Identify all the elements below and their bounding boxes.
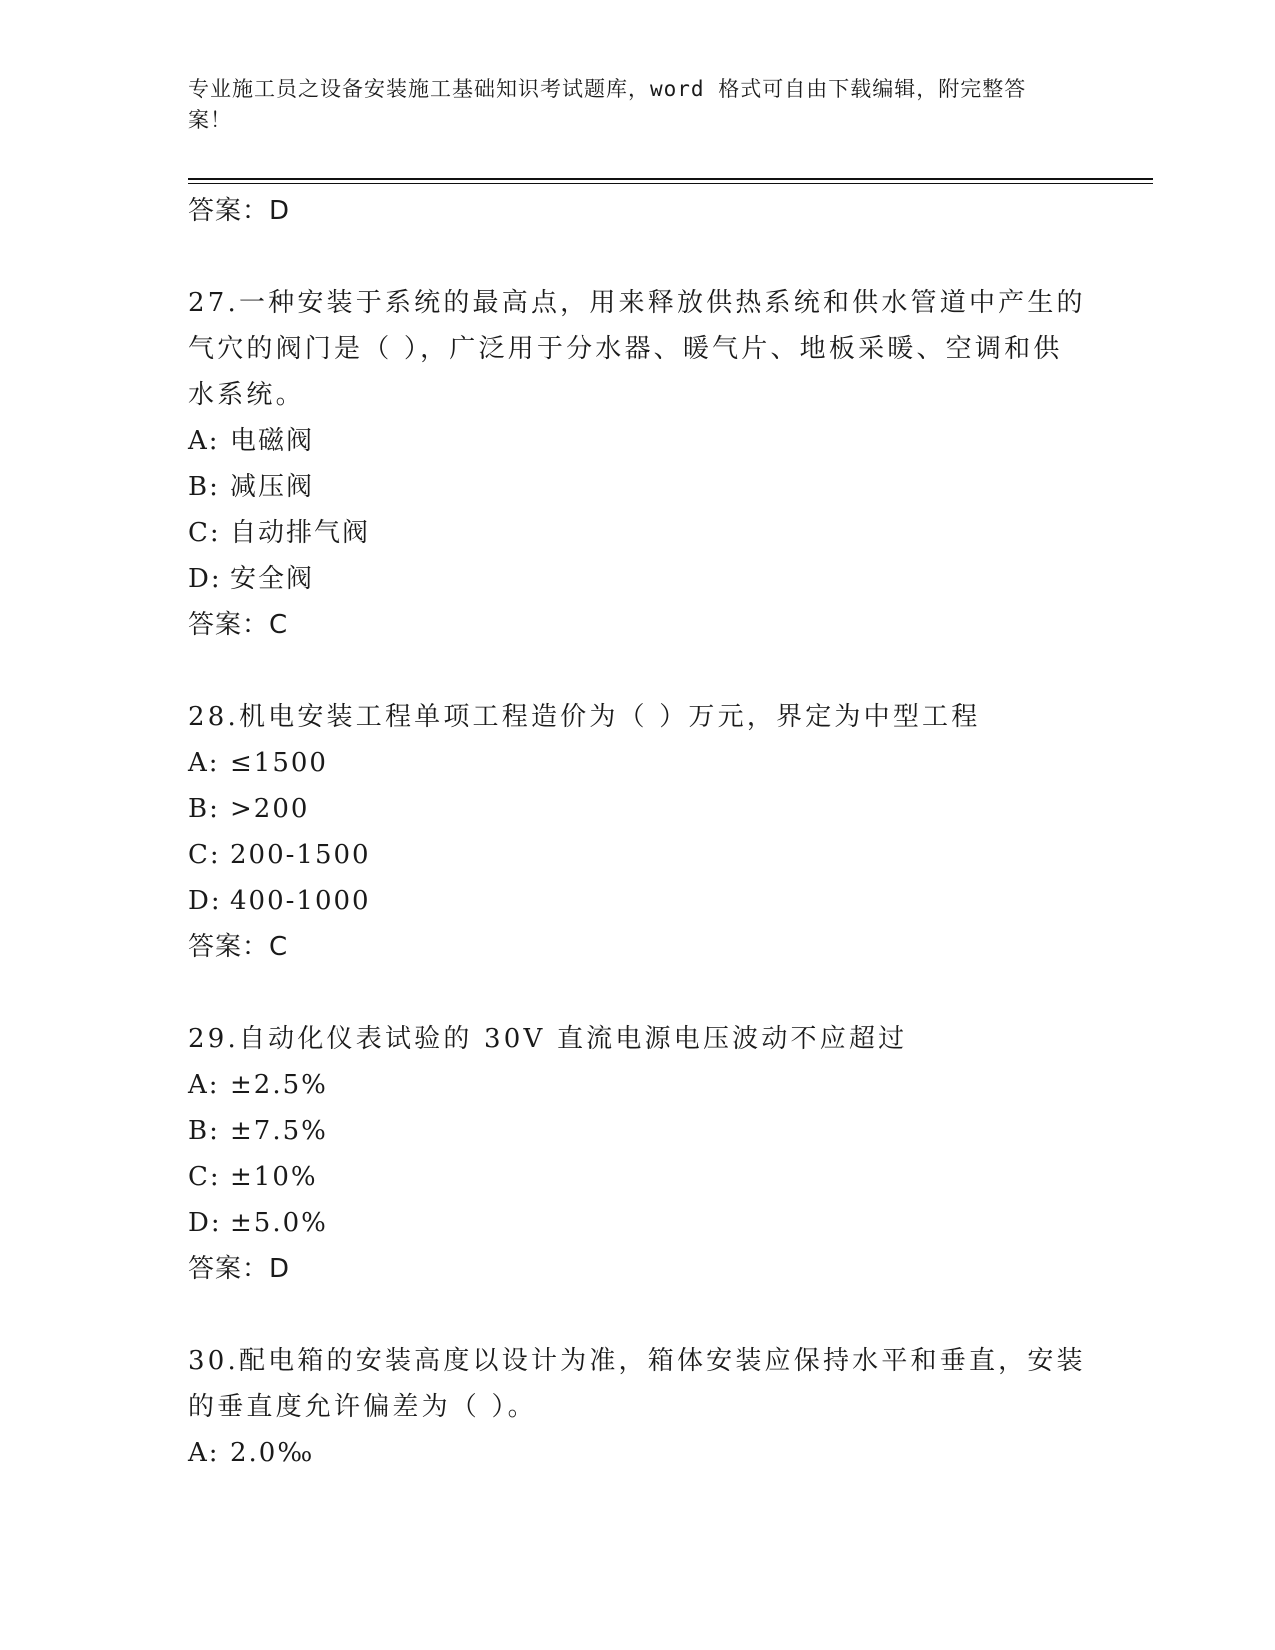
option-letter: D: xyxy=(188,564,222,594)
option-letter: B: xyxy=(188,472,220,502)
option-letter: A: xyxy=(188,1438,220,1468)
answer-line: 答案：C xyxy=(188,610,289,640)
option-letter: C: xyxy=(188,1162,221,1192)
option-text: ≤1500 xyxy=(230,748,328,778)
option-text: ±10% xyxy=(230,1162,318,1192)
document-header: 专业施工员之设备安装施工基础知识考试题库，word 格式可自由下载编辑，附完整答案！ xyxy=(188,77,1027,132)
option-text: >200 xyxy=(230,794,310,824)
option-text: 自动排气阀 xyxy=(230,518,371,548)
option-text: ±2.5% xyxy=(230,1070,328,1100)
option xyxy=(188,878,1088,924)
option-letter: B: xyxy=(188,1116,220,1146)
option-letter: D: xyxy=(188,886,222,916)
option xyxy=(188,786,1088,832)
option xyxy=(188,464,1088,510)
option-text: ±5.0% xyxy=(230,1208,328,1238)
option xyxy=(188,556,1088,602)
question-text: 30.配电箱的安装高度以设计为准，箱体安装应保持水平和垂直，安装的垂直度允许偏差为（ ）。 xyxy=(188,1346,1086,1422)
option xyxy=(188,1154,1088,1200)
option-letter: A: xyxy=(188,748,220,778)
option-text: ±7.5% xyxy=(230,1116,328,1146)
answer-line: 答案：D xyxy=(188,196,291,226)
option xyxy=(188,1062,1088,1108)
option-letter: C: xyxy=(188,518,221,548)
option-text: 电磁阀 xyxy=(230,426,315,456)
option-letter: A: xyxy=(188,1070,220,1100)
question-text: 28.机电安装工程单项工程造价为（ ）万元，界定为中型工程 xyxy=(188,702,981,732)
answer-line: 答案：C xyxy=(188,932,289,962)
option-letter: D: xyxy=(188,1208,222,1238)
option-text: 2.0‰ xyxy=(230,1438,315,1468)
option xyxy=(188,740,1088,786)
option-text: 400-1000 xyxy=(230,886,371,916)
option xyxy=(188,1108,1088,1154)
option-text: 减压阀 xyxy=(230,472,315,502)
option-letter: C: xyxy=(188,840,221,870)
option xyxy=(188,1430,1088,1476)
option xyxy=(188,418,1088,464)
header-divider xyxy=(188,178,1153,180)
header-divider-thin xyxy=(188,183,1153,184)
option-text: 200-1500 xyxy=(230,840,371,870)
option-letter: A: xyxy=(188,426,220,456)
question-text: 29.自动化仪表试验的 30V 直流电源电压波动不应超过 xyxy=(188,1024,908,1054)
option xyxy=(188,1200,1088,1246)
option-letter: B: xyxy=(188,794,220,824)
option xyxy=(188,510,1088,556)
option xyxy=(188,832,1088,878)
question-list xyxy=(188,188,1088,1476)
option-text: 安全阀 xyxy=(230,564,315,594)
question-text: 27.一种安装于系统的最高点，用来释放供热系统和供水管道中产生的气穴的阀门是（ ），广泛用于分水器、暖气片、地板采暖、空调和供水系统。 xyxy=(188,288,1086,410)
answer-line: 答案：D xyxy=(188,1254,291,1284)
